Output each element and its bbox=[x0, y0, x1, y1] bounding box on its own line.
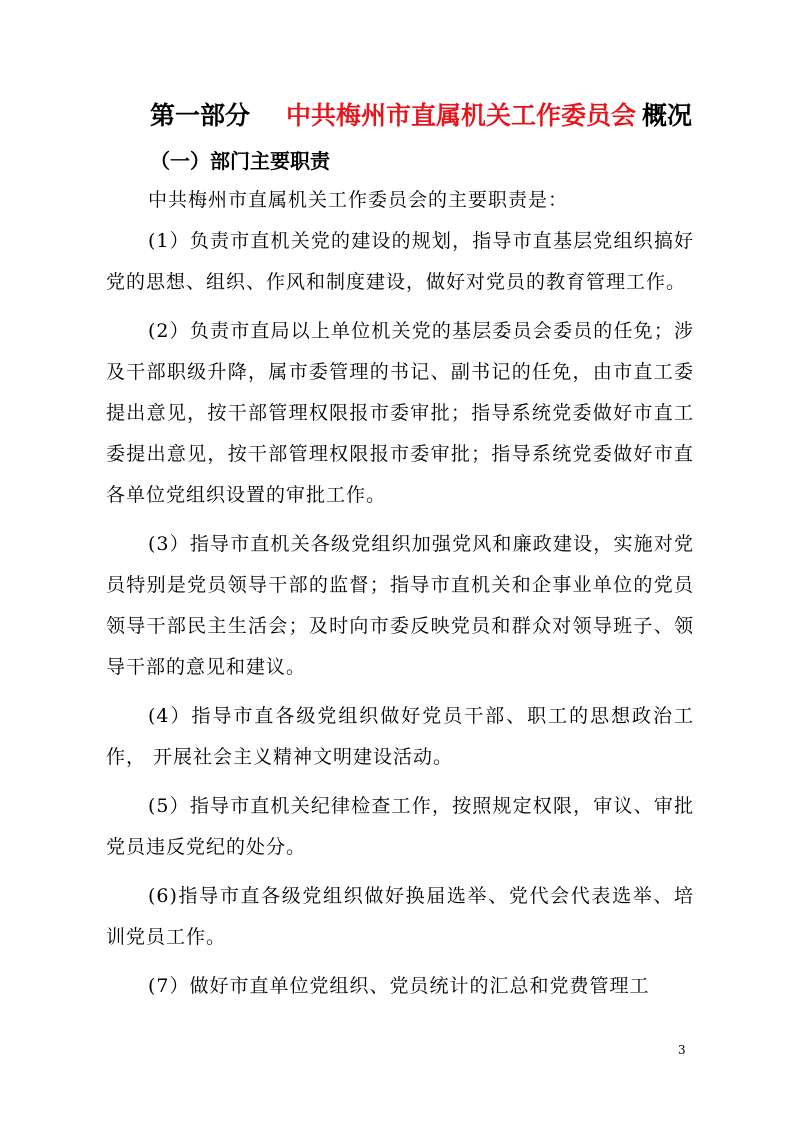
page-number: 3 bbox=[678, 1043, 686, 1057]
intro-paragraph: 中共梅州市直属机关工作委员会的主要职责是： bbox=[148, 189, 569, 211]
section-heading: （一）部门主要职责 bbox=[150, 149, 330, 173]
body-text bbox=[106, 180, 694, 1007]
duty-item-2: (2）负责市直局以上单位机关党的基层委员会委员的任免；涉及干部职级升降，属市委管理的书记、副书记的任免，由市直工委提出意见，按干部管理权限报市委审批；指导系统党委做好市直工委提出意见，按干部管理权限报市委审批；指导系统党委做好市直各单位党组织设置的审批工作。 bbox=[106, 320, 694, 506]
duty-item-7: (7）做好市直单位党组织、党员统计的汇总和党费管理工 bbox=[148, 975, 650, 997]
title-suffix: 概况 bbox=[642, 101, 693, 130]
page-title bbox=[150, 98, 710, 134]
duty-item-4: (4）指导市直各级党组织做好党员干部、职工的思想政治工作， 开展社会主义精神文明建设活动。 bbox=[106, 705, 694, 768]
duty-item-5: (5）指导市直机关纪律检查工作，按照规定权限，审议、审批党员违反党纪的处分。 bbox=[106, 795, 694, 858]
duty-item-1: (1）负责市直机关党的建设的规划，指导市直基层党组织搞好党的思想、组织、作风和制度建设，做好对党员的教育管理工作。 bbox=[106, 230, 694, 293]
part-label: 第一部分 bbox=[150, 101, 251, 130]
duty-item-3: (3）指导市直机关各级党组织加强党风和廉政建设，实施对党员特别是党员领导干部的监督；指导市直机关和企事业单位的党员领导干部民主生活会；及时向市委反映党员和群众对领导班子、领导干部的意见和建议。 bbox=[106, 533, 694, 678]
duty-item-6: (6)指导市直各级党组织做好换届选举、党代会代表选举、培训党员工作。 bbox=[106, 885, 694, 948]
organization-name: 中共梅州市直属机关工作委员会 bbox=[286, 101, 637, 130]
